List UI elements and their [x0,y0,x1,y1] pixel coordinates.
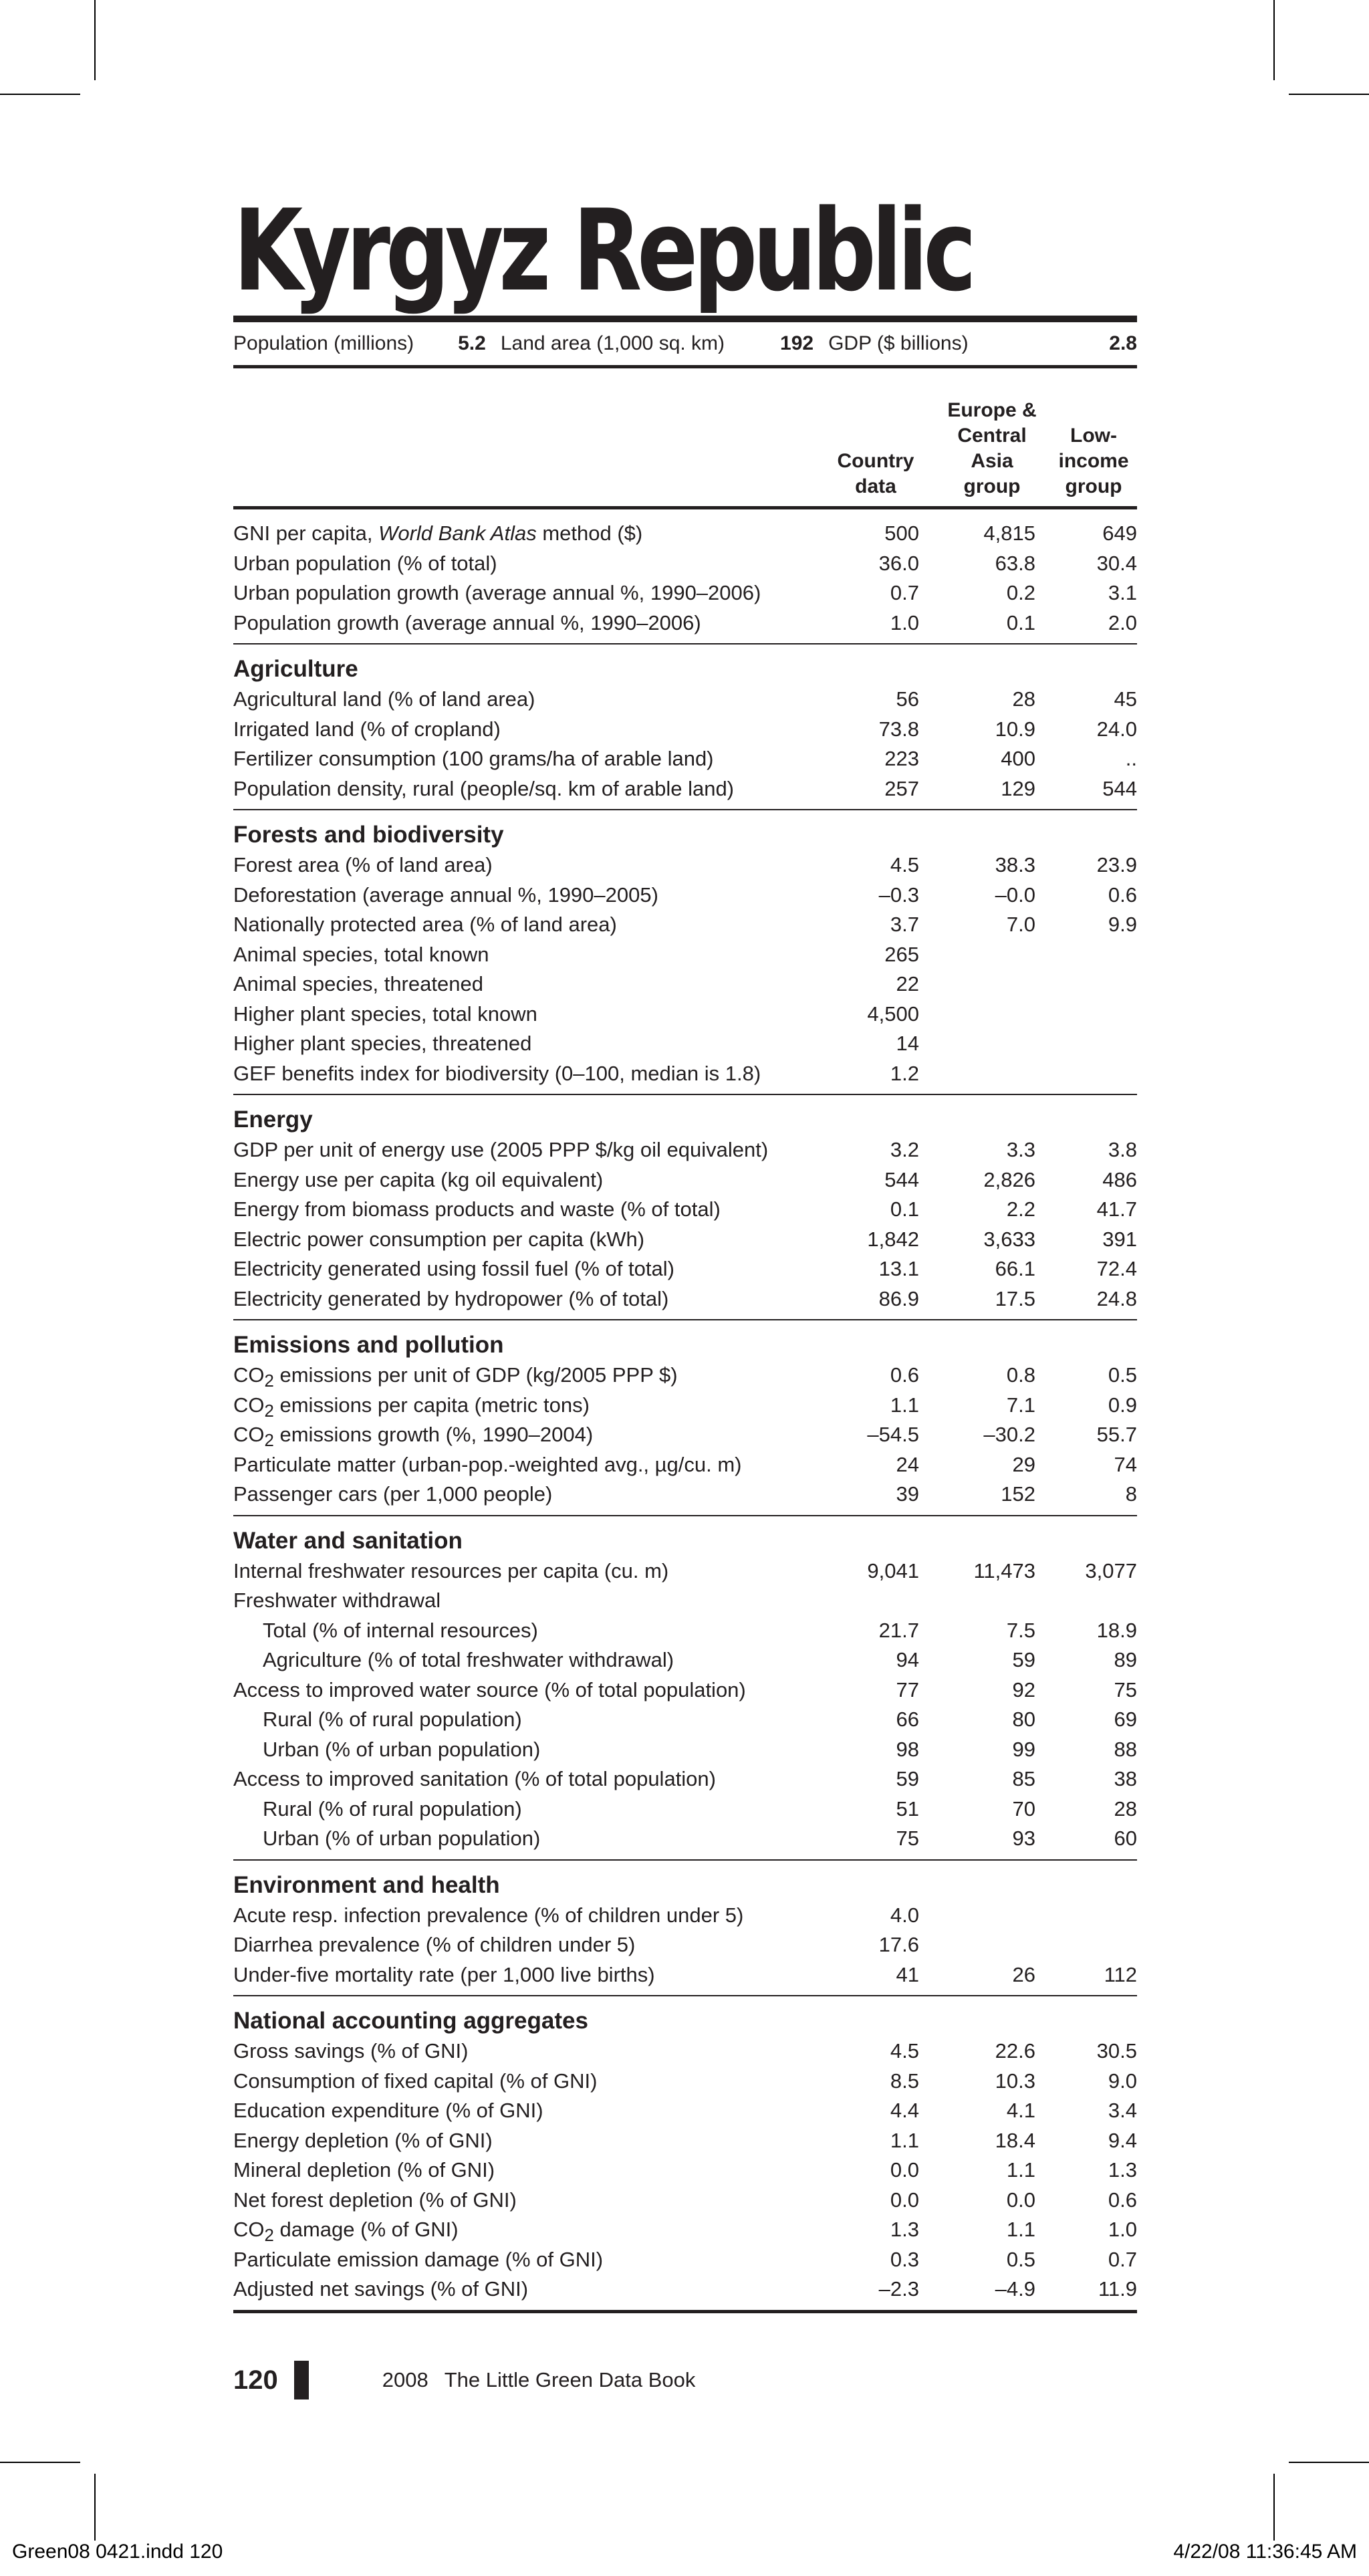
table-row [233,1165,1137,1195]
cell-country: 36.0 [878,551,919,575]
cell-country: 3.7 [890,913,919,936]
cell-country: 4.4 [890,2099,919,2122]
cell-region: 11,473 [973,1558,1035,1583]
crop-mark [1273,0,1275,80]
cell-country: 86.9 [878,1286,919,1310]
cell-country: 56 [896,687,919,711]
country-page [233,185,1137,2313]
table-row [233,1735,1137,1765]
cell-region: 4,815 [983,521,1035,545]
crop-mark [1289,94,1369,95]
cell-country: –54.5 [867,1423,919,1446]
table-section [233,645,1137,810]
cell-country: 14 [896,1032,919,1055]
cell-country: 223 [884,747,919,770]
table-row [233,2096,1137,2126]
cell-region: –4.9 [995,2277,1035,2301]
cell-income: 0.6 [1108,883,1137,907]
table-row [233,608,1137,638]
row-label: Mineral depletion (% of GNI) [233,2158,495,2182]
row-label: Particulate matter (urban-pop.-weighted avg., µg/cu. m) [233,1452,742,1476]
cell-region: 80 [1012,1708,1035,1731]
row-label: $CO_2$ emissions per capita (metric tons) [233,1393,590,1421]
cell-country: 0.7 [890,581,919,604]
row-label: Agriculture (% of total freshwater withdrawal) [263,1648,674,1671]
table-row [233,2067,1137,2097]
table-row [233,1901,1137,1931]
cell-region: 0.8 [1006,1363,1035,1387]
row-label: Particulate emission damage (% of GNI) [233,2247,604,2271]
cell-region: 3.3 [1006,1138,1035,1161]
row-label: $CO_2$ damage (% of GNI) [233,2218,459,2246]
row-label: Animal species, total known [233,942,489,966]
row-label: Consumption of fixed capital (% of GNI) [233,2069,598,2093]
column-header-country: Country data [837,450,914,497]
cell-region: 99 [1012,1737,1035,1761]
table-row [233,2274,1137,2305]
table-bottom-rule [233,2310,1137,2313]
cell-income: 0.5 [1108,1363,1137,1387]
cell-income: 75 [1114,1677,1137,1702]
row-label: Urban (% of urban population) [263,1827,541,1850]
cell-country: 4.0 [890,1903,919,1927]
table-row [233,940,1137,970]
cell-income: 486 [1102,1167,1137,1191]
cell-country: 94 [896,1648,919,1671]
book-year: 2008 [382,2368,428,2391]
cell-country: 1.2 [890,1061,919,1085]
table-row [233,1764,1137,1794]
table-row [233,1645,1137,1675]
table-row [233,910,1137,940]
cell-income: 391 [1102,1227,1137,1251]
cell-income: 89 [1114,1648,1137,1671]
cell-income: 0.6 [1108,2188,1137,2212]
row-label: Education expenditure (% of GNI) [233,2099,543,2122]
table-row [233,1420,1137,1450]
cell-country: 51 [896,1796,919,1821]
cell-income: 18.9 [1096,1618,1137,1642]
cell-income: 8 [1125,1482,1137,1506]
column-header-income: Low- income group [1058,425,1129,497]
cell-region: 26 [1012,1962,1035,1986]
cell-country: 4.5 [890,853,919,876]
cell-region: 10.9 [995,717,1035,741]
cell-country: 0.3 [890,2247,919,2271]
cell-region: 22.6 [995,2039,1035,2063]
row-label: Electric power consumption per capita (kWh) [233,1227,645,1251]
cell-region: 28 [1012,687,1035,711]
cell-income: 55.7 [1096,1423,1137,1446]
land-area-label: Land area (1,000 sq. km) [500,332,725,354]
cell-income: 30.4 [1096,551,1137,575]
row-label: Urban population (% of total) [233,551,497,575]
cell-country: 544 [884,1167,919,1191]
row-label: Gross savings (% of GNI) [233,2039,469,2063]
crop-mark [94,0,96,80]
row-label: Net forest depletion (% of GNI) [233,2188,517,2212]
row-label: Adjusted net savings (% of GNI) [233,2277,529,2301]
cell-country: 1.0 [890,610,919,634]
cell-income: 11.9 [1098,2277,1137,2301]
cell-country: 9,041 [867,1558,919,1583]
table-row [233,1960,1137,1990]
table-row [233,969,1137,1000]
crop-mark [1273,2474,1275,2541]
cell-income: 3,077 [1085,1558,1137,1583]
cell-region: 63.8 [995,551,1035,575]
table-row [233,2155,1137,2186]
cell-country: 24 [896,1452,919,1476]
cell-region: 70 [1012,1796,1035,1821]
cell-income: 649 [1102,521,1137,545]
cell-income: 0.9 [1108,1393,1137,1417]
cell-region: 4.1 [1006,2099,1035,2122]
table-row [233,715,1137,745]
cell-region: 10.3 [995,2069,1035,2093]
table-row [233,1586,1137,1616]
cell-income: 9.9 [1108,913,1137,936]
cell-country: 0.6 [890,1363,919,1387]
cell-region: 93 [1012,1827,1035,1850]
table-section [233,509,1137,645]
cell-income: 112 [1104,1962,1137,1986]
cell-income: 24.0 [1096,717,1137,741]
cell-country: 17.6 [878,1933,919,1956]
cell-country: 59 [896,1767,919,1790]
page-number: 120 [233,2365,278,2395]
page-footer [233,2360,695,2400]
section-title: Water and sanitation [233,1527,463,1554]
cell-country: 21.7 [878,1618,919,1642]
cell-income: 3.8 [1108,1138,1137,1161]
table-row [233,1794,1137,1825]
table-row [233,1556,1137,1587]
table-row [233,2245,1137,2275]
section-title: Environment and health [233,1871,500,1898]
table-row [233,578,1137,608]
cell-country: 73.8 [878,717,919,741]
title-rule [233,316,1137,322]
cell-country: 98 [896,1737,919,1761]
table-row [233,1480,1137,1510]
cell-country: 1.3 [890,2218,919,2241]
print-slug-file: Green08 0421.indd 120 [12,2541,223,2563]
cell-country: –0.3 [878,883,919,907]
table-row [233,2126,1137,2156]
row-label: Higher plant species, threatened [233,1032,532,1055]
cell-region: 66.1 [995,1257,1035,1280]
table-row [233,685,1137,715]
row-label: Population growth (average annual %, 1990–2006) [233,610,701,634]
cell-country: 265 [884,942,919,966]
cell-country: 3.2 [890,1138,919,1161]
cell-income: 38 [1114,1767,1137,1790]
row-label: Diarrhea prevalence (% of children under 5) [233,1933,636,1956]
row-label: Urban (% of urban population) [263,1737,541,1761]
table-row [233,1029,1137,1059]
table-section [233,810,1137,1095]
cell-country: 39 [896,1482,919,1506]
cell-region: 152 [1001,1482,1035,1506]
row-label: Under-five mortality rate (per 1,000 live births) [233,1962,655,1986]
table-section [233,1861,1137,1997]
table-row [233,1675,1137,1706]
section-title: Agriculture [233,656,358,682]
print-slug-date: 4/22/08 11:36:45 AM [1173,2541,1357,2563]
cell-country: 22 [896,972,919,996]
row-label: Forest area (% of land area) [233,853,493,876]
cell-income: 28 [1114,1796,1137,1821]
cell-region: 17.5 [995,1286,1035,1310]
cell-region: 0.1 [1006,610,1035,634]
table-row [233,1705,1137,1735]
table-row [233,1930,1137,1960]
crop-mark [1289,2462,1369,2463]
cell-region: 0.5 [1006,2247,1035,2271]
table-section [233,1516,1137,1861]
row-label: Access to improved water source (% of total population) [233,1677,746,1702]
row-label: $CO_2$ emissions per unit of GDP (kg/2005 PPP $) [233,1363,678,1391]
cell-country: 8.5 [890,2069,919,2093]
gdp-value: 2.8 [1109,332,1137,354]
cell-income: 69 [1114,1708,1137,1731]
row-label: Rural (% of rural population) [263,1708,522,1731]
table-row [233,1824,1137,1854]
cell-country: 500 [884,521,919,545]
cell-region: 1.1 [1006,2218,1035,2241]
cell-income: 72.4 [1096,1257,1137,1280]
cell-income: 74 [1114,1452,1137,1476]
row-label: Irrigated land (% of cropland) [233,717,501,741]
cell-income: 1.0 [1108,2218,1137,2241]
row-label: Freshwater withdrawal [233,1589,441,1612]
table-row [233,1391,1137,1421]
row-label: Agricultural land (% of land area) [233,687,535,711]
table-row [233,549,1137,579]
row-label: Total (% of internal resources) [263,1618,538,1642]
data-table [233,509,1137,2310]
row-label: Higher plant species, total known [233,1002,537,1026]
gdp-label: GDP ($ billions) [828,332,969,354]
row-label: Passenger cars (per 1,000 people) [233,1482,553,1506]
row-label: Electricity generated using fossil fuel (% of total) [233,1257,674,1280]
cell-region: 7.5 [1006,1618,1035,1642]
cell-country: 13.1 [878,1257,919,1280]
crop-mark [94,2474,96,2541]
cell-country: 75 [896,1827,919,1850]
section-title: Emissions and pollution [233,1332,504,1358]
cell-country: 77 [896,1677,919,1702]
cell-income: 88 [1114,1737,1137,1761]
table-row [233,2036,1137,2067]
cell-region: –0.0 [995,883,1035,907]
cell-region: 129 [1001,776,1035,800]
table-row [233,1225,1137,1255]
section-title: Energy [233,1106,313,1133]
cell-region: 7.0 [1006,913,1035,936]
cell-country: 0.1 [890,1197,919,1221]
page-title: Kyrgyz Republic [233,185,972,316]
row-label: Population density, rural (people/sq. km of arable land) [233,776,735,800]
table-section [233,1996,1137,2310]
summary-line [233,322,1137,365]
cell-income: 2.0 [1108,610,1137,634]
cell-region: 7.1 [1006,1393,1035,1417]
cell-region: 85 [1012,1767,1035,1790]
row-label: Electricity generated by hydropower (% of total) [233,1286,669,1310]
table-row [233,881,1137,911]
cell-country: 4.5 [890,2039,919,2063]
cell-region: 400 [1001,747,1035,770]
cell-income: 3.1 [1108,581,1137,604]
column-header-region: Europe & Central Asia group [947,399,1037,497]
cell-country: 1.1 [890,2128,919,2152]
row-label: GEF benefits index for biodiversity (0–100, median is 1.8) [233,1061,761,1085]
cell-region: 29 [1012,1452,1035,1476]
cell-region: 1.1 [1006,2158,1035,2182]
cell-income: 41.7 [1096,1197,1137,1221]
cell-income: 9.4 [1108,2128,1137,2152]
cell-country: –2.3 [878,2277,919,2301]
section-title: National accounting aggregates [233,2008,588,2034]
cell-income: 544 [1102,776,1137,800]
table-row [233,1195,1137,1225]
cell-income: 23.9 [1096,853,1137,876]
cell-region: 38.3 [995,853,1035,876]
table-section [233,1095,1137,1320]
row-label: Acute resp. infection prevalence (% of children under 5) [233,1903,744,1927]
cell-region: 92 [1012,1677,1035,1702]
land-area-value: 192 [780,332,814,354]
page-number-bar [294,2361,309,2399]
cell-region: 3,633 [983,1227,1035,1251]
row-label: GNI per capita, World Bank Atlas method ($) [233,521,643,545]
crop-mark [0,94,80,95]
book-title: The Little Green Data Book [444,2368,696,2391]
table-row [233,1000,1137,1030]
cell-region: 2,826 [983,1167,1035,1191]
row-label: Deforestation (average annual %, 1990–2005) [233,883,658,907]
cell-income: 30.5 [1096,2039,1137,2063]
row-label: GDP per unit of energy use (2005 PPP $/kg oil equivalent) [233,1138,769,1161]
cell-income: 45 [1114,687,1137,711]
table-row [233,2215,1137,2245]
cell-country: 66 [896,1708,919,1731]
cell-income: 1.3 [1108,2158,1137,2182]
row-label: $CO_2$ emissions growth (%, 1990–2004) [233,1423,594,1451]
cell-country: 0.0 [890,2158,919,2182]
table-row [233,1284,1137,1314]
cell-income: 3.4 [1108,2099,1137,2122]
cell-income: 24.8 [1096,1286,1137,1310]
row-label: Energy from biomass products and waste (% of total) [233,1197,721,1221]
cell-income: 0.7 [1108,2247,1137,2271]
cell-region: 0.0 [1006,2188,1035,2212]
cell-country: 4,500 [867,1002,919,1026]
row-label: Urban population growth (average annual %, 1990–2006) [233,581,761,604]
cell-country: 257 [884,776,919,800]
table-row [233,1361,1137,1391]
cell-income: .. [1125,747,1137,770]
table-row [233,774,1137,804]
row-label: Energy depletion (% of GNI) [233,2128,493,2152]
row-label: Energy use per capita (kg oil equivalent) [233,1167,604,1191]
table-row [233,519,1137,549]
cell-region: 0.2 [1006,581,1035,604]
cell-region: 59 [1012,1648,1035,1671]
table-row [233,1616,1137,1646]
table-row [233,850,1137,881]
row-label: Nationally protected area (% of land area) [233,913,617,936]
row-label: Animal species, threatened [233,972,483,996]
population-label: Population (millions) [233,332,414,354]
table-row [233,744,1137,774]
table-row [233,1135,1137,1165]
row-label: Access to improved sanitation (% of total population) [233,1767,716,1790]
cell-country: 1.1 [890,1393,919,1417]
table-row [233,2186,1137,2216]
row-label: Fertilizer consumption (100 grams/ha of arable land) [233,747,714,770]
table-row [233,1450,1137,1480]
cell-region: –30.2 [983,1423,1035,1446]
table-section [233,1320,1137,1516]
table-row [233,1059,1137,1089]
cell-region: 18.4 [995,2128,1035,2152]
population-value: 5.2 [458,332,486,354]
column-headers [233,368,1137,506]
cell-country: 41 [896,1962,919,1986]
section-title: Forests and biodiversity [233,822,504,848]
crop-mark [0,2462,80,2463]
cell-income: 60 [1114,1827,1137,1850]
row-label: Rural (% of rural population) [263,1796,522,1821]
table-row [233,1254,1137,1284]
cell-income: 9.0 [1108,2069,1137,2093]
cell-country: 1,842 [867,1227,919,1251]
cell-region: 2.2 [1006,1197,1035,1221]
cell-country: 0.0 [890,2188,919,2212]
row-label: Internal freshwater resources per capita (cu. m) [233,1558,669,1583]
